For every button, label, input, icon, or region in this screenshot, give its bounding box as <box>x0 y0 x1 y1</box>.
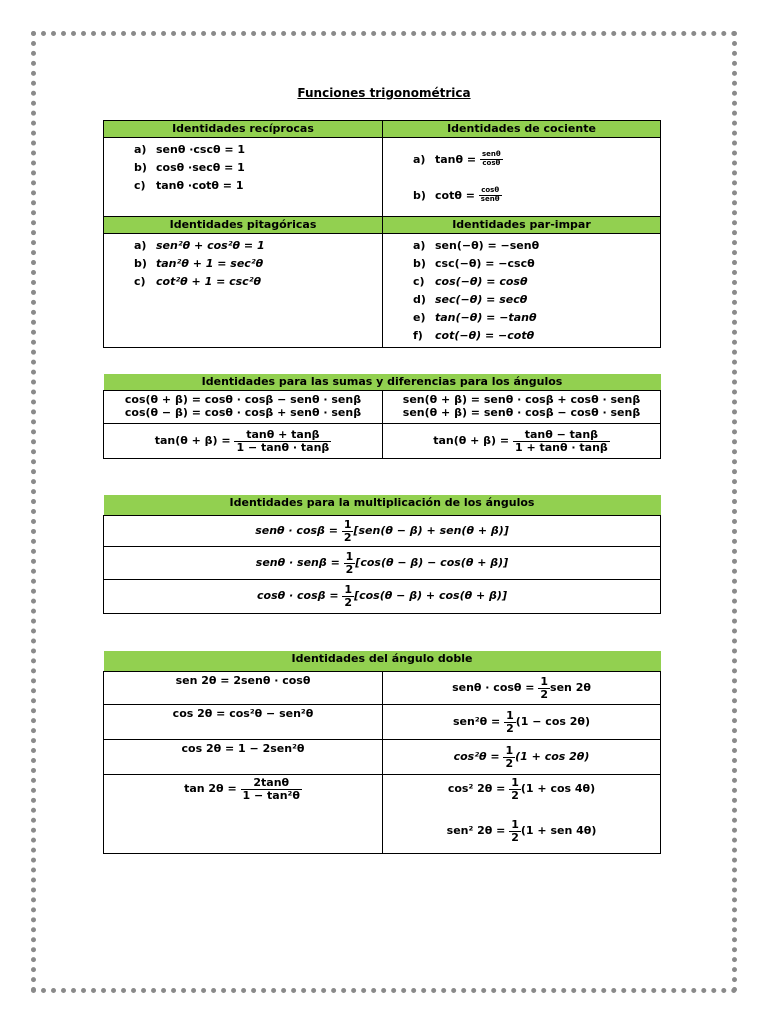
double-angle-right: senθ · cosθ = $\frac{1}{2}$ sen 2θ <box>383 672 661 705</box>
recip-item: a) senθ ·cscθ = 1 <box>134 143 246 156</box>
sen-squared-double: sen² 2θ = $\frac{1}{2}$ (1 + sen 4θ) <box>446 818 597 844</box>
parity-item: c) cos(−θ) = cosθ <box>413 275 528 288</box>
cos-sum-formula: cos(θ + β) = cosθ · cosβ − senθ · senβ <box>124 393 362 406</box>
parity-item: a) sen(−θ) = −senθ <box>413 239 540 252</box>
parity-cell <box>383 234 661 348</box>
quot-header: Identidades de cociente <box>383 121 661 138</box>
tan-sum-cell: tan(θ + β) = $\frac{\tan\theta + \tan\beta}{1 - \tan\theta \cdot \tan\beta}$ <box>104 424 383 459</box>
sum-diff-header: Identidades para las sumas y diferencias para los ángulos <box>104 374 661 391</box>
product-row: senθ · cosβ = $\frac{1}{2}$ [sen(θ − β) + sen(θ + β)] <box>104 516 661 547</box>
double-angle-left: sen 2θ = 2senθ · cosθ <box>104 672 383 705</box>
recip-item: c) tanθ ·cotθ = 1 <box>134 179 244 192</box>
double-angle-left: cos 2θ = 1 − 2sen²θ <box>104 740 383 775</box>
recip-item: b) cosθ ·secθ = 1 <box>134 161 245 174</box>
recip-header: Identidades recíprocas <box>104 121 383 138</box>
parity-header: Identidades par-impar <box>383 217 661 234</box>
parity-item: b) csc(−θ) = −cscθ <box>413 257 535 270</box>
parity-item: d) sec(−θ) = secθ <box>413 293 528 306</box>
product-row: cosθ · cosβ = $\frac{1}{2}$ [cos(θ − β) + cos(θ + β)] <box>104 580 661 614</box>
pyth-item: a) sen²θ + cos²θ = 1 <box>134 239 265 252</box>
double-angle-right: cos²θ = $\frac{1}{2}$ (1 + cos 2θ) <box>383 740 661 775</box>
quot-cell <box>383 138 661 217</box>
sum-difference-table <box>103 374 661 459</box>
cos-squared-double: cos² 2θ = $\frac{1}{2}$ (1 + cos 4θ) <box>447 776 596 802</box>
double-angle-left: cos 2θ = cos²θ − sen²θ <box>104 705 383 740</box>
double-angle-table <box>103 651 661 854</box>
product-table <box>103 495 661 614</box>
quot-item: b) cotθ = $\frac{\cos\theta}{\text{senθ}}$ <box>413 186 500 203</box>
parity-item: e) tan(−θ) = −tanθ <box>413 311 537 324</box>
tan-diff-cell: tan(θ + β) = $\frac{\tan\theta - \tan\beta}{1 + \tan\theta \cdot \tan\beta}$ <box>383 424 661 459</box>
product-row: senθ · senβ = $\frac{1}{2}$ [cos(θ − β) − cos(θ + β)] <box>104 547 661 580</box>
pyth-header: Identidades pitagóricas <box>104 217 383 234</box>
basic-identities-table <box>103 120 661 348</box>
pyth-item: c) cot²θ + 1 = csc²θ <box>134 275 262 288</box>
page-title: Funciones trigonométrica <box>297 86 471 100</box>
quot-item: a) tanθ = $\frac{\text{senθ}}{\cos\theta}$ <box>413 150 501 167</box>
sen-sum-cell <box>383 391 661 424</box>
product-header: Identidades para la multiplicación de los ángulos <box>104 495 661 516</box>
pyth-item: b) tan²θ + 1 = sec²θ <box>134 257 264 270</box>
parity-item: f) cot(−θ) = −cotθ <box>413 329 535 342</box>
squared-double-cell <box>383 775 661 854</box>
sen-sum-formula: sen(θ + β) = senθ · cosβ + cosθ · senβ <box>402 393 641 406</box>
double-angle-header: Identidades del ángulo doble <box>104 651 661 672</box>
sen-diff-formula: sen(θ + β) = senθ · cosβ − cosθ · senβ <box>402 406 641 419</box>
double-angle-right: sen²θ = $\frac{1}{2}$ (1 − cos 2θ) <box>383 705 661 740</box>
tan-double-cell: tan 2θ = $\frac{2\tan\theta}{\text{1 − tan²θ}}$ <box>104 775 383 854</box>
pyth-cell <box>104 234 383 348</box>
cos-sum-cell <box>104 391 383 424</box>
cos-diff-formula: cos(θ − β) = cosθ · cosβ + senθ · senβ <box>124 406 362 419</box>
recip-cell <box>104 138 383 217</box>
